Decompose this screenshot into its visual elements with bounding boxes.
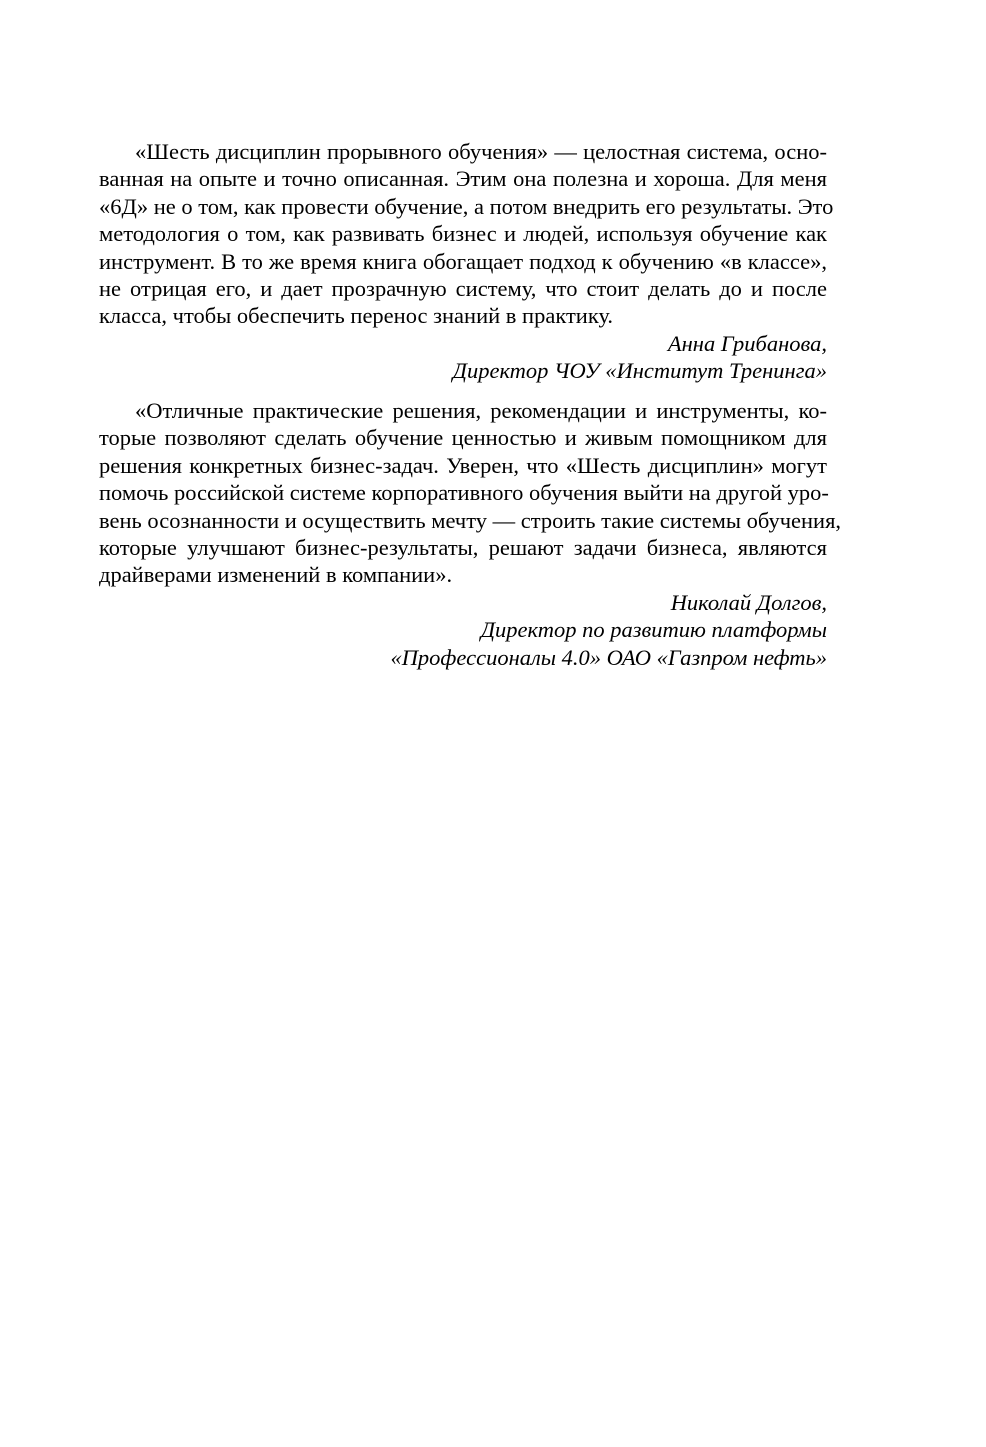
testimonial-gribanova [99, 138, 834, 385]
quote-line: класса, чтобы обеспечить перенос знаний в практику. [99, 303, 614, 329]
author-organization: «Профессионалы 4.0» ОАО «Газпром нефть» [390, 644, 827, 670]
quote-line: драйверами изменений в компании». [99, 562, 453, 588]
quote-line: «6Д» не о том, как провести обучение, а потом внедрить его результаты. Это [99, 193, 834, 219]
quote-line: инструмент. В то же время книга обогащает подход к обучению «в классе», [99, 248, 827, 274]
author-name: Анна Грибанова, [667, 330, 827, 356]
quote-line: помочь российской системе корпоративного обучения выйти на другой уро- [99, 480, 829, 506]
quote-line: методология о том, как развивать бизнес и людей, используя обучение как [99, 221, 827, 247]
quote-line: «Отличные практические решения, рекомендации и инструменты, ко- [135, 398, 827, 423]
quote-line: вень осознанности и осуществить мечту — строить такие системы обучения, [99, 507, 842, 533]
quote-line: решения конкретных бизнес-задач. Уверен, что «Шесть дисциплин» могут [99, 452, 827, 478]
author-title: Директор по развитию платформы [480, 617, 827, 643]
quote-line: которые улучшают бизнес-результаты, решают задачи бизнеса, являются [99, 534, 827, 560]
author-title: Директор ЧОУ «Институт Тренинга» [452, 358, 827, 384]
quote-line: ванная на опыте и точно описанная. Этим она полезна и хороша. Для меня [99, 166, 827, 192]
testimonial-dolgov [99, 397, 842, 671]
quote-line: торые позволяют сделать обучение ценностью и живым помощником для [99, 425, 827, 451]
quote-line: не отрицая его, и дает прозрачную систему, что стоит делать до и после [99, 275, 827, 301]
quote-line: «Шесть дисциплин прорывного обучения» — целостная система, осно- [135, 139, 827, 164]
author-name: Николай Долгов, [670, 589, 827, 615]
